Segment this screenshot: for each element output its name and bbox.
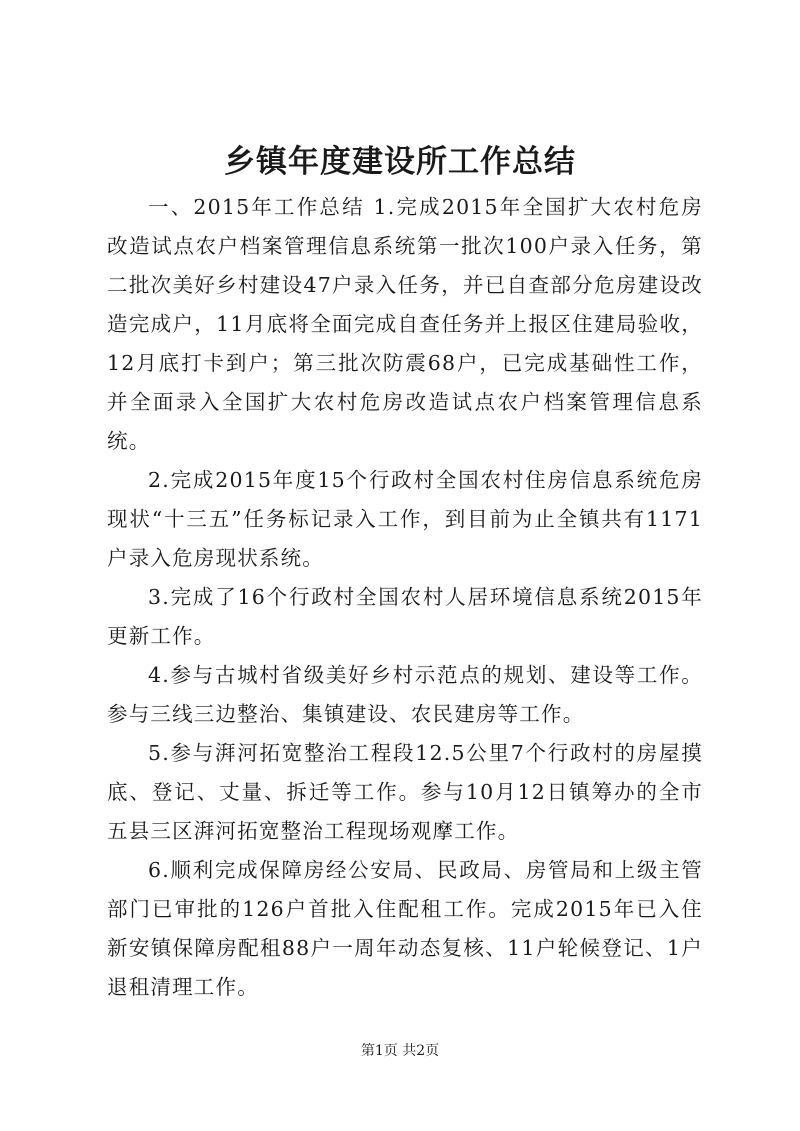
document-body <box>107 188 703 1007</box>
paragraph-6: 6.顺利完成保障房经公安局、民政局、房管局和上级主管部门已审批的126户首批入住配租工作。完成2015年已入住新安镇保障房配租88户一周年动态复核、11户轮候登记、1户退租清理工作。 <box>107 858 703 999</box>
paragraph-2: 2.完成2015年度15个行政村全国农村住房信息系统危房现状“十三五”任务标记录入工作，到目前为止全镇共有1171户录入危房现状系统。 <box>107 468 703 570</box>
page-footer: 第1页 共2页 <box>360 1043 440 1059</box>
paragraph-4: 4.参与古城村省级美好乡村示范点的规划、建设等工作。参与三线三边整治、集镇建设、农民建房等工作。 <box>107 663 703 726</box>
paragraph-1: 一、2015年工作总结 1.完成2015年全国扩大农村危房改造试点农户档案管理信息系统第一批次100户录入任务，第二批次美好乡村建设47户录入任务，并已自查部分危房建设改造完成户，11月底将全面完成自查任务并上报区住建局验收，12月底打卡到户；第三批次防震68户，已完成基础性工作，并全面录入全国扩大农村危房改造试点农户档案管理信息系统。 <box>107 195 703 453</box>
document-title: 乡镇年度建设所工作总结 <box>224 144 576 180</box>
paragraph-3: 3.完成了16个行政村全国农村人居环境信息系统2015年更新工作。 <box>107 585 703 648</box>
paragraph-5: 5.参与湃河拓宽整治工程段12.5公里7个行政村的房屋摸底、登记、丈量、拆迁等工作。参与10月12日镇筹办的全市五县三区湃河拓宽整治工程现场观摩工作。 <box>107 741 703 843</box>
